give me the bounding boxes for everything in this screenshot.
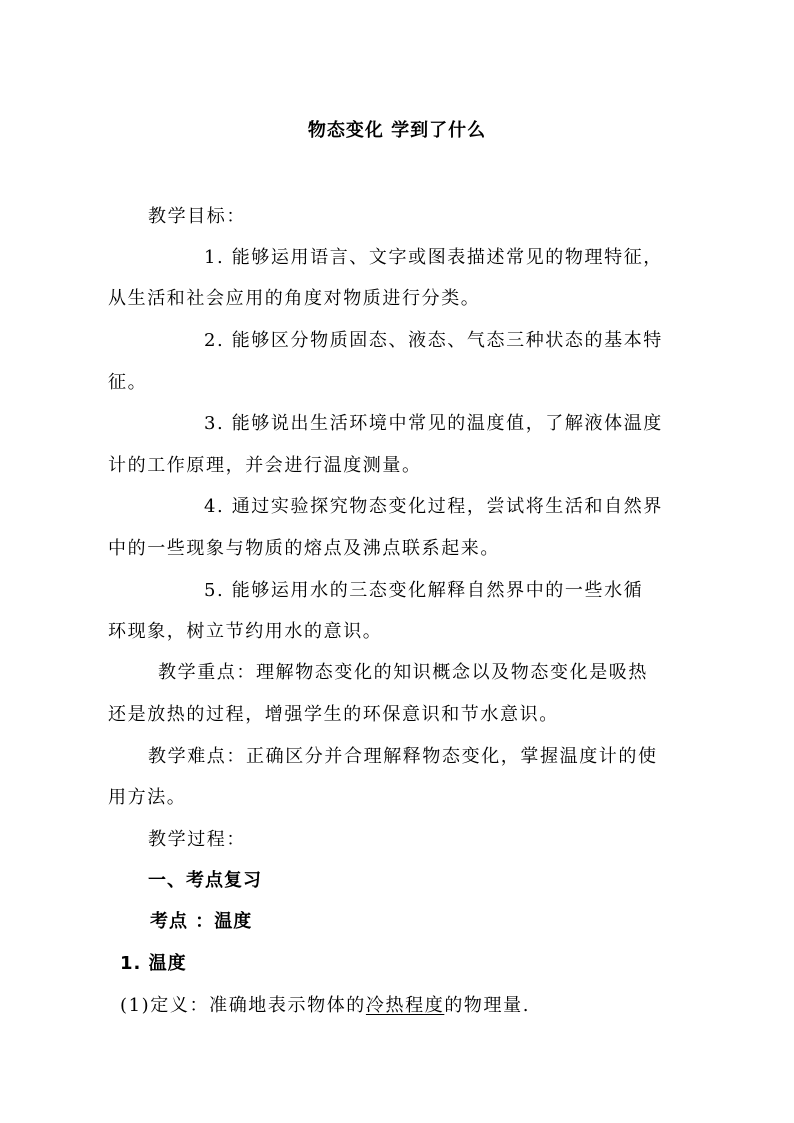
objective-2-line-2: 征。 xyxy=(108,372,148,393)
objective-4-line-2: 中的一些现象与物质的熔点及沸点联系起来。 xyxy=(108,538,500,559)
objective-5-line-2: 环现象，树立节约用水的意识。 xyxy=(108,621,383,642)
objective-4-line-1: 4. 通过实验探究物态变化过程，尝试将生活和自然界 xyxy=(204,496,663,517)
item1-heading: 1. 温度 xyxy=(120,953,187,974)
document-title: 物态变化 学到了什么 xyxy=(307,120,487,141)
definition-underlined-term: 冷热程度 xyxy=(365,995,445,1016)
objectives-heading: 教学目标： xyxy=(148,206,246,227)
topic-heading: 考点 ：温度 xyxy=(150,911,253,932)
process-heading: 教学过程： xyxy=(148,829,246,850)
difficulties-line-2: 用方法。 xyxy=(108,787,187,808)
key-points-line-1: 教学重点：理解物态变化的知识概念以及物态变化是吸热 xyxy=(158,662,648,683)
objective-5-line-1: 5. 能够运用水的三态变化解释自然界中的一些水循 xyxy=(204,580,644,601)
definition-line xyxy=(120,994,530,1018)
definition-prefix: (1)定义：准确地表示物体的 xyxy=(120,995,366,1016)
objective-1-line-1: 1. 能够运用语言、文字或图表描述常见的物理特征， xyxy=(204,247,663,268)
objective-3-line-1: 3. 能够说出生活环境中常见的温度值，了解液体温度 xyxy=(204,413,663,434)
objective-3-line-2: 计的工作原理，并会进行温度测量。 xyxy=(108,455,422,476)
objective-2-line-1: 2. 能够区分物质固态、液态、气态三种状态的基本特 xyxy=(204,330,663,351)
section1-heading: 一、考点复习 xyxy=(148,870,262,891)
definition-suffix: 的物理量. xyxy=(444,995,531,1016)
difficulties-line-1: 教学难点：正确区分并合理解释物态变化，掌握温度计的使 xyxy=(148,746,658,767)
objective-1-line-2: 从生活和社会应用的角度对物质进行分类。 xyxy=(108,288,481,309)
key-points-line-2: 还是放热的过程，增强学生的环保意识和节水意识。 xyxy=(108,704,559,725)
